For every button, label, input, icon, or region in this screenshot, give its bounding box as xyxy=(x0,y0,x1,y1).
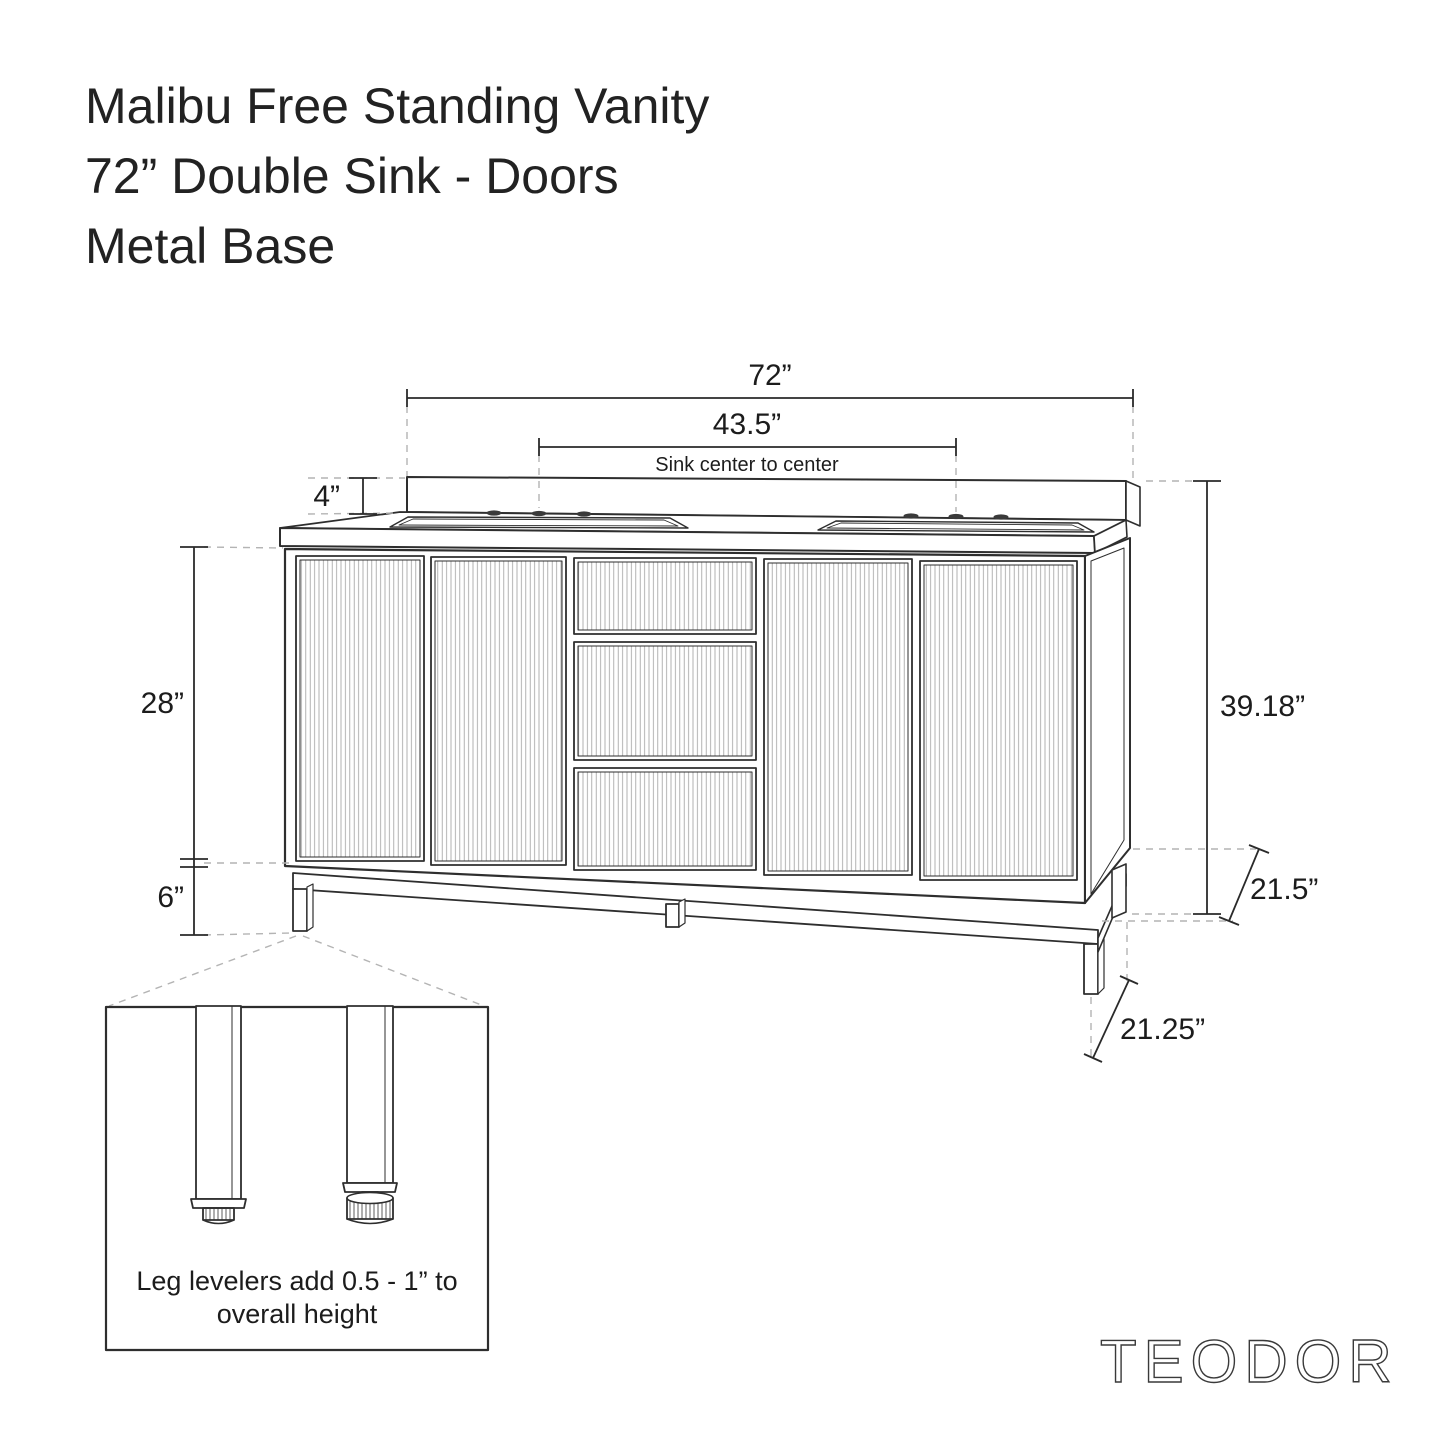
sink-cutout-right xyxy=(818,521,1094,532)
inset-note-line-1: Leg levelers add 0.5 - 1” to xyxy=(136,1266,458,1296)
drawer-bottom xyxy=(574,768,756,870)
drawer-middle xyxy=(574,642,756,760)
leg-leveler-inset xyxy=(106,1006,488,1350)
door-right-2 xyxy=(920,561,1077,880)
dim-sink-centers xyxy=(539,408,956,476)
dim-overall-width-label: 72” xyxy=(748,359,792,392)
dim-backsplash-label: 4” xyxy=(313,480,340,513)
door-left-1 xyxy=(296,556,424,861)
dim-cabinet-and-legs xyxy=(141,547,208,935)
sink-cutout-left xyxy=(390,517,688,528)
dim-overall-height-label: 39.18” xyxy=(1220,690,1306,723)
dim-cabinet-height-label: 28” xyxy=(140,687,184,720)
base-leg-back-right xyxy=(1112,864,1126,918)
door-left-2 xyxy=(431,557,566,865)
backsplash-side xyxy=(1126,481,1140,526)
dim-base-depth-label: 21.25” xyxy=(1120,1013,1206,1046)
drawer-top xyxy=(574,558,756,634)
door-right-1 xyxy=(764,559,912,875)
inset-leg-short xyxy=(191,1006,246,1224)
dim-sink-centers-caption: Sink center to center xyxy=(655,454,839,476)
base-leg-front-right xyxy=(1084,939,1104,994)
vanity-drawing xyxy=(280,477,1140,994)
dim-backsplash-height xyxy=(313,478,377,514)
title-line-1: Malibu Free Standing Vanity xyxy=(85,78,710,134)
brand-logo: TEODOR xyxy=(1100,1328,1399,1395)
cabinet-side-panel xyxy=(1085,538,1130,903)
title-line-2: 72” Double Sink - Doors xyxy=(85,148,619,204)
base-leg-middle xyxy=(666,899,685,927)
base-leg-left xyxy=(293,884,313,931)
title-line-3: Metal Base xyxy=(85,218,336,274)
inset-leg-extended xyxy=(343,1006,397,1224)
dim-depth xyxy=(1219,845,1318,925)
dim-overall-height xyxy=(1193,481,1305,914)
dim-depth-label: 21.5” xyxy=(1250,873,1319,906)
page-title xyxy=(85,78,709,274)
dim-overall-width xyxy=(407,359,1133,407)
dim-leg-height-label: 6” xyxy=(157,881,184,914)
inset-note-line-2: overall height xyxy=(216,1299,378,1329)
dim-sink-centers-label: 43.5” xyxy=(712,408,782,441)
